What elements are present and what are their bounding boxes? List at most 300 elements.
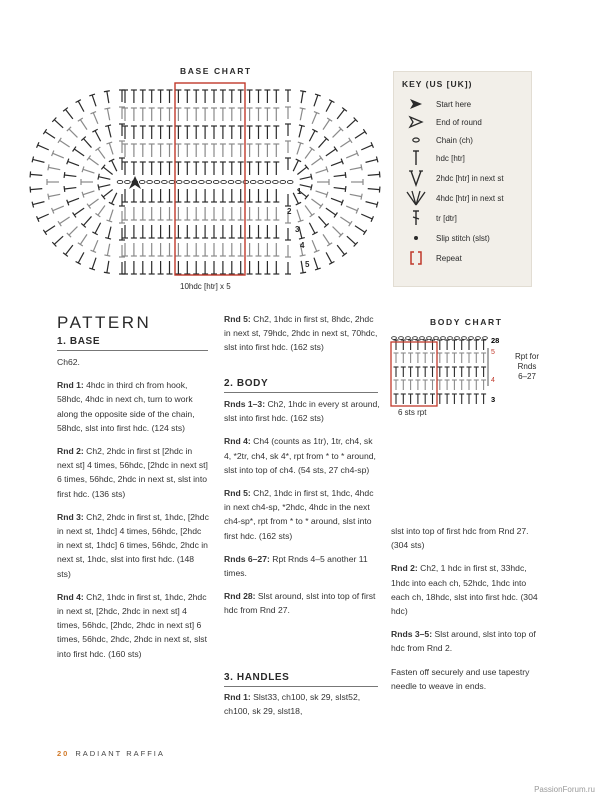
slip-stitch-icon (402, 229, 432, 247)
hdc-stitch (323, 118, 332, 130)
hdc-stitch (140, 243, 146, 256)
key-item-label: Start here (436, 99, 472, 109)
end-of-round-arrow-icon (402, 113, 432, 131)
base-chart-diagram (25, 78, 385, 288)
chain-stitch (273, 180, 279, 183)
hdc-stitch (247, 90, 253, 103)
key-item-label: 4hdc [htr] in next st (436, 193, 504, 203)
hdc-stitch (300, 108, 306, 120)
repeat-bracket-icon (402, 249, 432, 267)
round-instructions: Ch2, 1 hdc in first st, 33hdc, 1hdc into each ch, 52hdc, 1hdc into each ch, 18hdc, slst into first hdc. (304 hdc) (391, 563, 538, 617)
chain-stitch (265, 180, 271, 183)
hdc-stitch (256, 207, 262, 220)
hdc-stitch (211, 261, 217, 274)
hdc-stitch (211, 243, 217, 256)
hdc-stitch (87, 155, 98, 164)
chain-stitch (236, 180, 242, 183)
hdc-stitch (437, 367, 442, 377)
hdc-stitch (81, 137, 91, 148)
slip-stitch (455, 337, 460, 340)
hdc-stitch (202, 144, 208, 157)
hdc-stitch (175, 243, 181, 256)
hdc-stitch (305, 147, 314, 158)
hdc-stitch (311, 199, 322, 208)
chain-stitch (199, 180, 205, 183)
hdc-stitch (238, 225, 244, 238)
hdc-stitch (184, 162, 190, 175)
hdc-stitch (481, 367, 486, 377)
hdc-stitch (184, 126, 190, 139)
key-item-label: Repeat (436, 253, 462, 263)
hdc-stitch (340, 138, 352, 147)
hdc-stitch (256, 90, 262, 103)
hdc-stitch (109, 159, 117, 171)
hdc-stitch (423, 353, 428, 363)
hdc-stitch (193, 189, 199, 202)
hdc-stitch (351, 179, 363, 185)
hdc-stitch (467, 367, 472, 377)
hdc-stitch (415, 380, 420, 390)
hdc-stitch (459, 380, 464, 390)
hdc-stitch (326, 208, 338, 217)
hdc-stitch (104, 91, 110, 103)
hdc-stitch (474, 353, 479, 363)
hdc-stitch (175, 108, 181, 121)
round-instructions: Ch2, 2hdc in first st [2hdc in next st] 4 times, 56hdc, [2hdc in next st] 6 times, 56hdc, 2hdc in next st, slst into first hdc. (136 sts) (57, 446, 208, 499)
hdc-stitch (193, 126, 199, 139)
hdc-stitch (229, 162, 235, 175)
hdc-stitch (220, 90, 226, 103)
hdc-stitch (167, 144, 173, 157)
two-hdc-icon (402, 169, 432, 187)
pattern-column-2-handles (224, 690, 380, 718)
hdc-stitch (30, 187, 42, 193)
hdc-stitch (273, 144, 279, 157)
hdc-stitch (229, 126, 235, 139)
hdc-stitch (202, 189, 208, 202)
hdc-stitch (430, 353, 435, 363)
hdc-stitch (445, 340, 450, 350)
hdc-stitch (122, 126, 128, 139)
chain-stitch (169, 180, 175, 183)
hdc-stitch (285, 228, 291, 240)
hdc-stitch (149, 144, 155, 157)
hdc-stitch (467, 380, 472, 390)
hdc-stitch (452, 353, 457, 363)
hdc-stitch (87, 199, 98, 208)
hdc-stitch (394, 380, 399, 390)
hdc-stitch (314, 258, 321, 270)
hdc-stitch (76, 252, 84, 264)
hdc-stitch (131, 108, 137, 121)
round-instructions: Ch2, 1hdc in first st, 8hdc, 2hdc in next st, 79hdc, 2hdc in next st, 70hdc, slst into first hdc. (162 sts) (224, 314, 378, 353)
round-label: Rnd 5: (224, 314, 251, 324)
hdc-stitch (229, 243, 235, 256)
hdc-stitch (105, 227, 111, 239)
key-item (402, 229, 530, 247)
hdc-stitch (175, 207, 181, 220)
pattern-column-2-body (224, 397, 380, 627)
hdc-stitch (401, 367, 406, 377)
key-item-label: Chain (ch) (436, 135, 473, 145)
hdc-stitch (437, 353, 442, 363)
round-label: Rnd 3: (57, 511, 84, 522)
hdc-stitch (326, 100, 334, 112)
hdc-stitch (247, 144, 253, 157)
hdc-stitch (211, 108, 217, 121)
hdc-stitch (247, 126, 253, 139)
body-round-5: 5 (491, 349, 495, 356)
hdc-stitch (52, 236, 63, 246)
hdc-stitch (131, 243, 137, 256)
round-instructions: Ch2, 2hdc in first st, 1hdc, [2hdc in next st, 1hdc] 4 times, 56hdc, [2hdc in next st, 1hdc] 6 times, 56hdc, 2hdc in next st, 1hdc, slst into first hdc. (148 sts) (57, 511, 209, 579)
hdc-stitch (158, 225, 164, 238)
hdc-stitch (202, 126, 208, 139)
hdc-stitch (452, 394, 457, 404)
hdc-stitch (229, 144, 235, 157)
hdc-stitch (247, 189, 253, 202)
chain-stitch (243, 180, 249, 183)
body-round-3: 3 (491, 395, 496, 404)
hdc-stitch (131, 144, 137, 157)
hdc-stitch (131, 207, 137, 220)
hdc-stitch (220, 243, 226, 256)
chain-stitch (280, 180, 286, 183)
hdc-stitch (285, 141, 291, 153)
pattern-paragraph (391, 524, 547, 552)
hdc-stitch (408, 353, 413, 363)
chain-oval-icon (402, 131, 432, 149)
hdc-stitch (220, 189, 226, 202)
key-item-label: End of round (436, 117, 482, 127)
hdc-stitch (140, 207, 146, 220)
hdc-stitch (273, 90, 279, 103)
hdc-stitch (30, 171, 42, 177)
hdc-stitch (312, 240, 319, 252)
hdc-stitch (193, 225, 199, 238)
hdc-stitch (366, 202, 378, 208)
page-number: 20 (57, 749, 70, 758)
hdc-stitch (167, 207, 173, 220)
hdc-stitch (202, 225, 208, 238)
hdc-stitch (158, 162, 164, 175)
hdc-stitch (247, 243, 253, 256)
hdc-stitch (481, 353, 486, 363)
hdc-stitch (459, 353, 464, 363)
hdc-stitch (361, 214, 373, 222)
hdc-stitch (408, 394, 413, 404)
hdc-stitch (211, 189, 217, 202)
hdc-stitch (211, 90, 217, 103)
hdc-stitch (119, 245, 125, 257)
hdc-stitch (184, 225, 190, 238)
hdc-stitch (247, 108, 253, 121)
hdc-stitch (285, 245, 291, 257)
hdc-stitch (140, 189, 146, 202)
hdc-stitch (408, 380, 413, 390)
hdc-stitch (122, 189, 128, 202)
key-item (402, 189, 530, 207)
hdc-stitch (193, 90, 199, 103)
hdc-stitch (346, 151, 358, 158)
hdc-stitch (37, 214, 49, 222)
hdc-icon (402, 149, 432, 167)
hdc-stitch (78, 234, 87, 246)
key-item (402, 113, 530, 131)
key-item-label: Slip stitch (slst) (436, 233, 490, 243)
hdc-stitch (445, 353, 450, 363)
tr-icon (402, 209, 432, 227)
hdc-stitch (264, 243, 270, 256)
key-item (402, 95, 530, 113)
chain-stitch (154, 180, 160, 183)
hdc-stitch (285, 124, 291, 136)
slip-stitch (483, 337, 488, 340)
pattern-paragraph (224, 397, 380, 425)
pattern-column-3 (391, 524, 547, 702)
hdc-stitch (474, 394, 479, 404)
chain-stitch (139, 180, 145, 183)
hdc-stitch (119, 141, 125, 153)
hdc-stitch (445, 394, 450, 404)
hdc-stitch (297, 165, 308, 175)
hdc-stitch (92, 129, 100, 141)
round-label: Rnd 4: (224, 436, 251, 447)
slip-stitch (441, 337, 446, 340)
hdc-stitch (167, 261, 173, 274)
start-here-arrow-icon (402, 95, 432, 113)
hdc-stitch (319, 216, 329, 227)
hdc-stitch (32, 202, 44, 208)
hdc-stitch (184, 207, 190, 220)
hdc-stitch (415, 367, 420, 377)
hdc-stitch (89, 94, 96, 106)
hdc-stitch (167, 90, 173, 103)
hdc-stitch (193, 108, 199, 121)
hdc-stitch (202, 108, 208, 121)
hdc-stitch (247, 207, 253, 220)
hdc-stitch (326, 252, 334, 264)
hdc-stitch (149, 162, 155, 175)
pattern-heading: PATTERN (57, 313, 152, 332)
round-instructions: Fasten off securely and use tapestry needle to weave in ends. (391, 666, 530, 691)
hdc-stitch (105, 125, 111, 137)
hdc-stitch (131, 261, 137, 274)
hdc-stitch (122, 108, 128, 121)
round-label: Rnd 1: (57, 380, 84, 391)
hdc-stitch (264, 162, 270, 175)
slip-stitch (413, 337, 418, 340)
hdc-stitch (43, 129, 55, 138)
hdc-stitch (202, 261, 208, 274)
hdc-stitch (184, 90, 190, 103)
hdc-stitch (238, 261, 244, 274)
hdc-stitch (467, 394, 472, 404)
hdc-stitch (459, 367, 464, 377)
hdc-stitch (122, 225, 128, 238)
round-instructions: Slst33, ch100, sk 29, slst52, ch100, sk 29, slst18, (224, 692, 361, 717)
hdc-stitch (119, 90, 125, 102)
hdc-stitch (247, 225, 253, 238)
key-item (402, 169, 530, 187)
hdc-stitch (394, 367, 399, 377)
hdc-stitch (366, 157, 378, 163)
hdc-stitch (175, 225, 181, 238)
hdc-stitch (149, 243, 155, 256)
hdc-stitch (95, 147, 104, 158)
body-round-4: 4 (491, 377, 495, 384)
hdc-stitch (430, 394, 435, 404)
hdc-stitch (326, 147, 338, 156)
pattern-paragraph (391, 665, 547, 693)
body-round-28: 28 (491, 336, 500, 345)
hdc-stitch (202, 243, 208, 256)
hdc-stitch (149, 189, 155, 202)
hdc-stitch (229, 261, 235, 274)
hdc-stitch (285, 262, 291, 274)
hdc-stitch (452, 380, 457, 390)
chain-stitch (147, 180, 153, 183)
hdc-stitch (32, 157, 44, 163)
hdc-stitch (52, 117, 63, 127)
section-base-heading: 1. BASE (57, 336, 208, 351)
hdc-stitch (312, 112, 319, 124)
hdc-stitch (131, 162, 137, 175)
chain-stitch (287, 180, 293, 183)
section-body-heading: 2. BODY (224, 378, 378, 393)
key-item (402, 249, 530, 267)
hdc-stitch (331, 198, 343, 205)
hdc-stitch (229, 225, 235, 238)
hdc-stitch (401, 353, 406, 363)
hdc-stitch (220, 225, 226, 238)
hdc-stitch (81, 216, 91, 227)
hdc-stitch (337, 108, 347, 119)
hdc-stitch (91, 112, 98, 124)
hdc-stitch (474, 340, 479, 350)
hdc-stitch (82, 191, 94, 198)
pattern-paragraph (391, 561, 547, 618)
key-item (402, 209, 530, 227)
hdc-stitch (184, 189, 190, 202)
key-item (402, 131, 530, 149)
hdc-stitch (167, 108, 173, 121)
hdc-stitch (140, 162, 146, 175)
round-instructions: Ch2, 1hdc in first st, 1hdc, 4hdc in next ch4-sp, *2hdc, 4hdc in the next ch4-sp*, rpt from * to * around, slst into first hdc. (162 sts) (224, 488, 374, 541)
hdc-stitch (149, 108, 155, 121)
body-chart-title: BODY CHART (430, 317, 503, 327)
slip-stitch (469, 337, 474, 340)
hdc-stitch (140, 90, 146, 103)
hdc-stitch (256, 243, 262, 256)
hdc-stitch (238, 243, 244, 256)
round-instructions: 4hdc in third ch from hook, 58hdc, 4hdc in next ch, turn to work along the opposite side of the chain, 58hdc, slst into first hdc. (124 sts) (57, 380, 195, 433)
pattern-paragraph (57, 510, 209, 581)
hdc-stitch (184, 261, 190, 274)
hdc-stitch (58, 217, 70, 226)
hdc-stitch (52, 206, 64, 213)
hdc-stitch (149, 207, 155, 220)
slip-stitch (476, 337, 481, 340)
hdc-stitch (323, 234, 332, 246)
hdc-stitch (264, 207, 270, 220)
hdc-stitch (423, 380, 428, 390)
pattern-paragraph (57, 444, 209, 501)
hdc-stitch (64, 186, 76, 192)
round-instructions: Ch62. (57, 357, 80, 367)
pattern-paragraph (224, 589, 380, 617)
hdc-stitch (340, 217, 352, 226)
hdc-stitch (361, 142, 373, 150)
hdc-stitch (423, 394, 428, 404)
key-panel (393, 71, 532, 287)
hdc-stitch (452, 367, 457, 377)
key-item (402, 149, 530, 167)
round-number: 2 (287, 207, 292, 216)
hdc-stitch (175, 162, 181, 175)
slip-stitch (420, 337, 425, 340)
hdc-stitch (273, 108, 279, 121)
chain-stitch (117, 180, 123, 183)
hdc-stitch (109, 193, 117, 205)
hdc-stitch (58, 138, 70, 147)
hdc-stitch (122, 144, 128, 157)
hdc-stitch (73, 147, 85, 156)
hdc-stitch (140, 108, 146, 121)
hdc-stitch (73, 208, 85, 217)
hdc-stitch (158, 261, 164, 274)
hdc-stitch (437, 340, 442, 350)
hdc-stitch (158, 90, 164, 103)
hdc-stitch (63, 108, 73, 119)
hdc-stitch (229, 189, 235, 202)
hdc-stitch (238, 144, 244, 157)
hdc-stitch (167, 189, 173, 202)
round-instructions: Slst around, slst into top of first hdc from Rnd 27. (224, 591, 376, 616)
hdc-stitch (264, 144, 270, 157)
hdc-stitch (317, 179, 329, 185)
hdc-stitch (247, 162, 253, 175)
chain-stitch (221, 180, 227, 183)
hdc-stitch (119, 211, 125, 223)
round-number: 3 (295, 225, 300, 234)
hdc-stitch (437, 380, 442, 390)
hdc-stitch (167, 162, 173, 175)
key-title: KEY (US [UK]) (402, 79, 473, 89)
key-item-label: 2hdc [htr] in next st (436, 173, 504, 183)
hdc-stitch (78, 118, 87, 130)
hdc-stitch (101, 165, 112, 175)
repeat-bracket-icon (175, 83, 245, 275)
round-label: Rnd 2: (57, 446, 84, 457)
hdc-stitch (67, 227, 78, 238)
hdc-stitch (415, 353, 420, 363)
chain-stitch (125, 180, 131, 183)
hdc-stitch (415, 394, 420, 404)
hdc-stitch (334, 172, 346, 178)
watermark: PassionForum.ru (534, 785, 595, 794)
hdc-stitch (167, 243, 173, 256)
hdc-stitch (76, 100, 84, 112)
hdc-stitch (285, 158, 291, 170)
hdc-stitch (256, 108, 262, 121)
chain-stitch (213, 180, 219, 183)
hdc-stitch (300, 174, 312, 180)
chain-stitch (250, 180, 256, 183)
hdc-stitch (220, 126, 226, 139)
hdc-stitch (193, 144, 199, 157)
hdc-stitch (193, 162, 199, 175)
